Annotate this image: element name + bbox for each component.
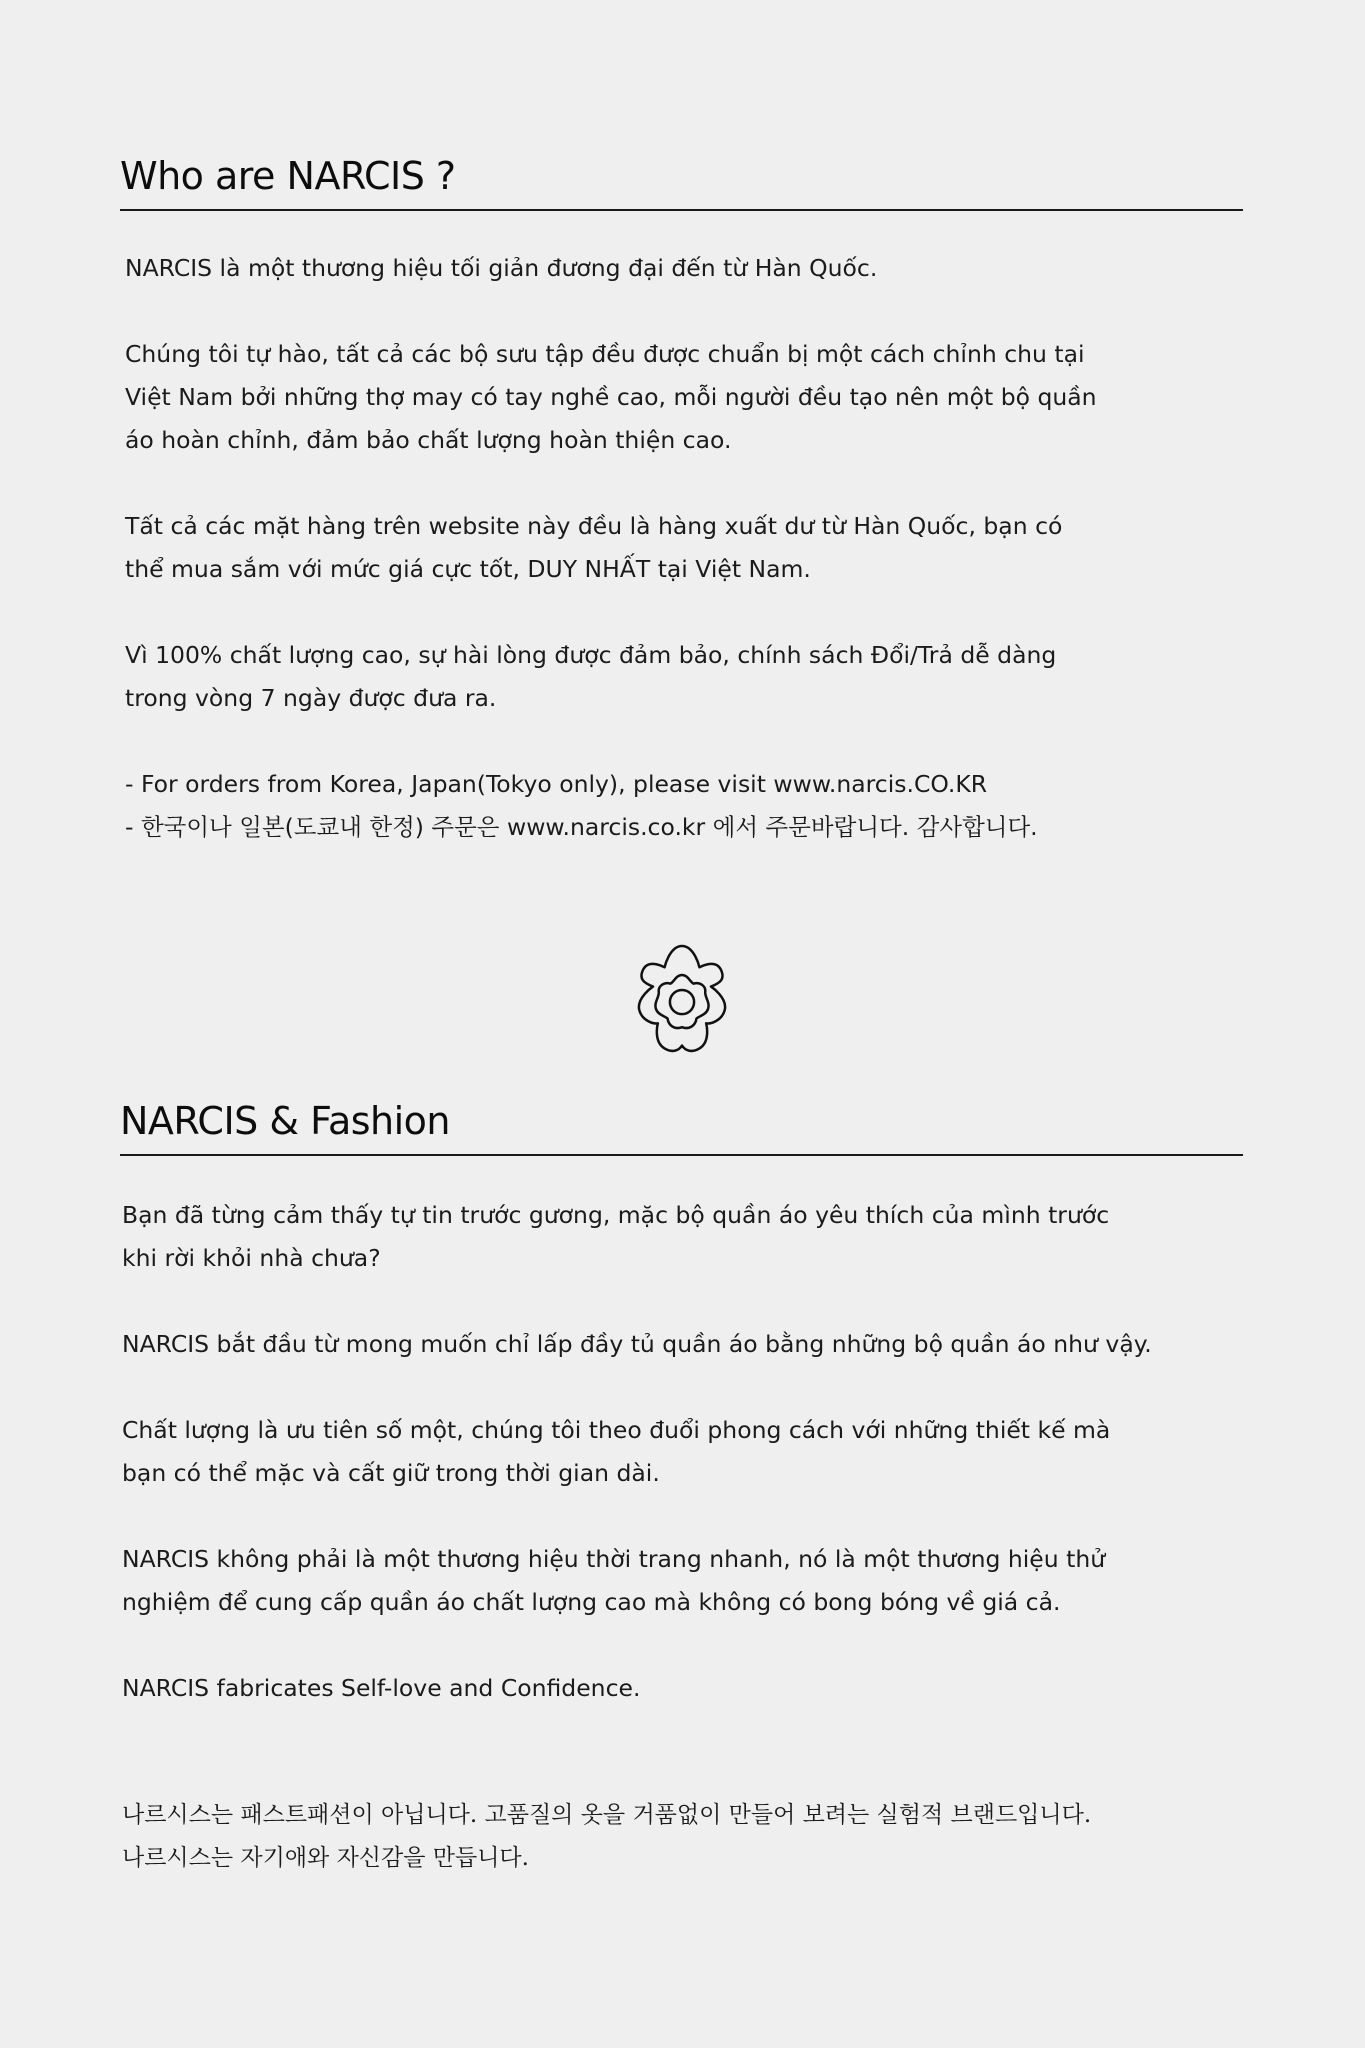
confidence-paragraph: Bạn đã từng cảm thấy tự tin trước gương, mặc bộ quần áo yêu thích của mình trước khi rời khỏi nhà chưa? [122, 1201, 1110, 1272]
section-title: NARCIS & Fashion [120, 1099, 451, 1143]
intro-paragraph: NARCIS là một thương hiệu tối giản đương đại đến từ Hàn Quốc. [125, 254, 878, 282]
policy-paragraph: Vì 100% chất lượng cao, sự hài lòng được đảm bảo, chính sách Đổi/Trả dễ dàng trong vòng 7 ngày được đưa ra. [125, 641, 1057, 712]
narcis-fashion-section [120, 1098, 1243, 1880]
section-title: Who are NARCIS ? [120, 154, 456, 198]
quality-paragraph: Chất lượng là ưu tiên số một, chúng tôi theo đuổi phong cách với những thiết kế mà bạn có thể mặc và cất giữ trong thời gian dài. [122, 1416, 1111, 1487]
order-note-korean: - 한국이나 일본(도쿄내 한정) 주문은 www.narcis.co.kr 에서 주문바랍니다. 감사합니다. [125, 813, 1038, 841]
who-are-narcis-section [120, 153, 1243, 849]
order-note-english: - For orders from Korea, Japan(Tokyo only), please visit www.narcis.CO.KR [125, 770, 988, 798]
narcissus-flower-icon [624, 938, 740, 1068]
section-body [122, 1194, 1243, 1880]
export-paragraph: Tất cả các mặt hàng trên website này đều là hàng xuất dư từ Hàn Quốc, bạn có thể mua sắm với mức giá cực tốt, DUY NHẤT tại Việt Nam. [125, 512, 1063, 583]
not-fast-fashion-paragraph: NARCIS không phải là một thương hiệu thời trang nhanh, nó là một thương hiệu thử nghiệm để cung cấp quần áo chất lượng cao mà không có bong bóng về giá cả. [122, 1545, 1106, 1616]
section-body [125, 247, 1243, 849]
wardrobe-paragraph: NARCIS bắt đầu từ mong muốn chỉ lấp đầy tủ quần áo bằng những bộ quần áo như vậy. [122, 1330, 1152, 1358]
title-divider [120, 1154, 1243, 1156]
tagline-paragraph: NARCIS fabricates Self-love and Confidence. [122, 1674, 641, 1702]
korean-paragraph: 나르시스는 패스트패션이 아닙니다. 고품질의 옷을 거품없이 만들어 보려는 실험적 브랜드입니다. 나르시스는 자기애와 자신감을 만듭니다. [122, 1802, 1092, 1871]
title-divider [120, 209, 1243, 211]
craft-paragraph: Chúng tôi tự hào, tất cả các bộ sưu tập đều được chuẩn bị một cách chỉnh chu tại Việt Nam bởi những thợ may có tay nghề cao, mỗi người đều tạo nên một bộ quần áo hoàn chỉnh, đảm bảo chất lượng hoàn thiện cao. [125, 340, 1097, 454]
